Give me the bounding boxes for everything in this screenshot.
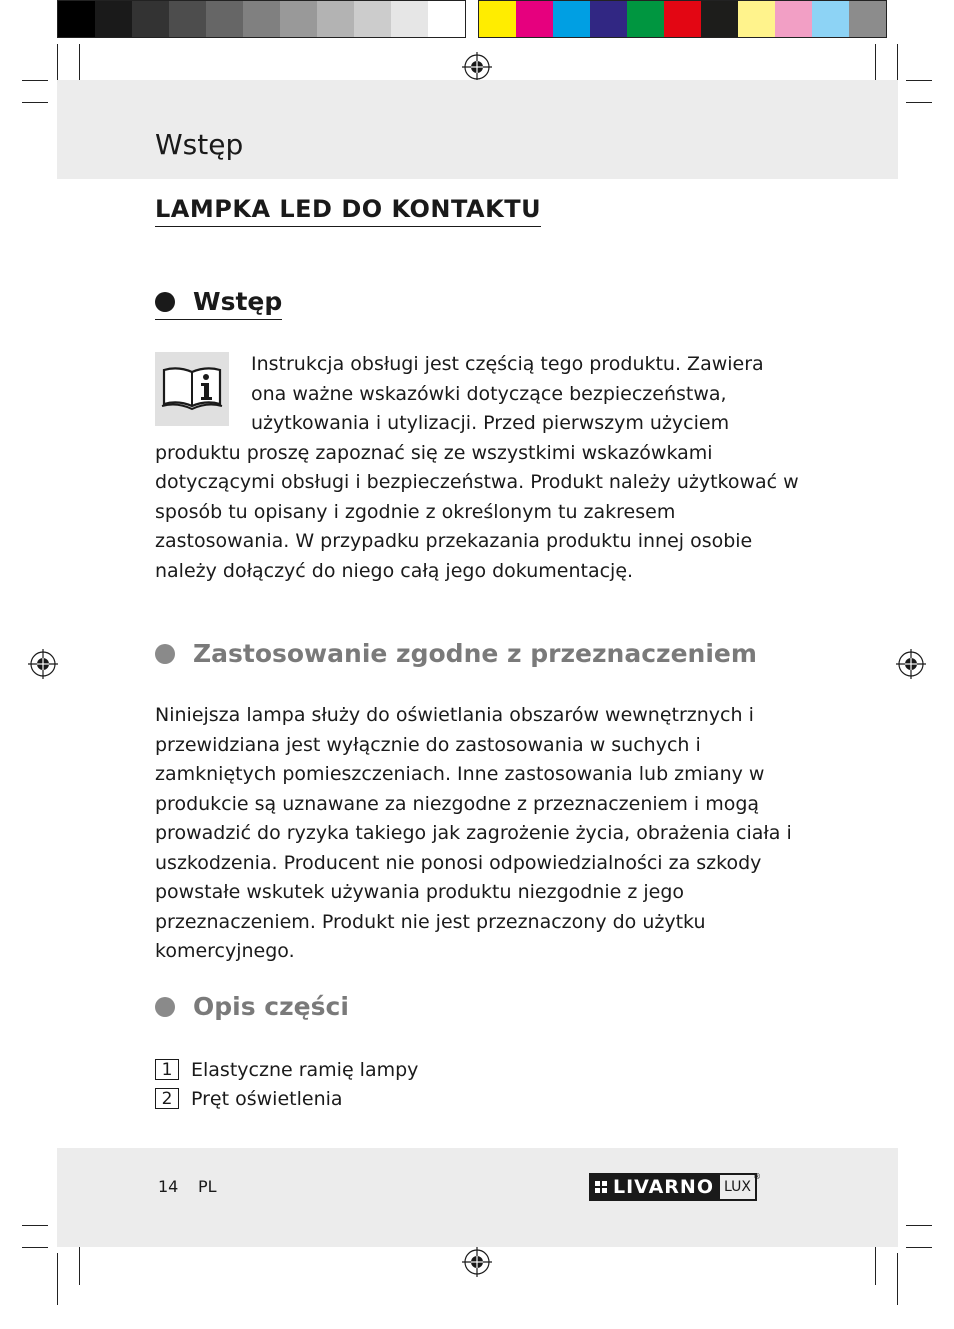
color-swatches [478,0,887,38]
intro-text: Instrukcja obsługi jest częścią tego produktu. Zawiera ona ważne wskazówki dotyczące bezpieczeństwa, użytkowania i utylizacji. Przed pierwszym użyciem produktu proszę zapoznać się ze wszystkimi wskazówkami dotyczącymi obsługi i bezpieczeństwa. Produkt należy użytkować w sposób tu opisany i zgodnie z określonym tu zakresem zastosowania. W przypadku przekazania produktu innej osobie należy dołączyć do niego całą jego dokumentację. [155,353,799,582]
crop-mark [897,1253,898,1305]
registration-mark-icon [28,649,58,679]
color-swatch [354,1,391,37]
language-code: PL [198,1177,217,1196]
color-swatch [590,1,627,37]
header-band [57,80,898,179]
color-swatch [849,1,886,37]
bullet-icon [155,644,175,664]
crop-mark [875,1243,876,1285]
color-swatch [58,1,95,37]
intended-use-text: Niniejsza lampa służy do oświetlania obszarów wewnętrznych i przewidziana jest wyłącznie do zastosowania w suchych i zamkniętych pomieszczeniach. Inne zastosowania lub zmiany w produkcie są uznawane za niezgodne z przeznaczeniem i mogą prowadzić do ryzyka takiego jak zagrożenie życia, obrażenia ciała i uszkodzenia. Producent nie ponosi odpowiedzialności za szkody powstałe wskutek używania produktu niezgodnie z jego przeznaczeniem. Produkt nie jest przeznaczony do użytku komercyjnego. [155,704,792,962]
main-content [155,195,805,1110]
color-swatch [206,1,243,37]
crop-mark [22,102,48,103]
color-swatch [169,1,206,37]
color-swatch [95,1,132,37]
logo-sub [720,1172,761,1201]
color-swatch [701,1,738,37]
section-heading-parts [155,992,349,1021]
part-number: 2 [155,1088,179,1109]
crop-mark [22,1225,48,1226]
crop-mark [57,1253,58,1305]
logo-squares-icon [595,1181,607,1193]
greyscale-swatches [57,0,466,38]
color-swatch [479,1,516,37]
color-calibration-bars [57,0,887,38]
page-number: 14 [158,1177,179,1196]
page-title: Wstęp [155,128,244,161]
section-heading-intended-use [155,639,757,668]
intro-section [155,350,805,586]
color-swatch [627,1,664,37]
list-item [155,1055,418,1084]
logo-main [589,1173,720,1201]
registration-mark-icon [462,52,492,82]
crop-mark [79,1243,80,1285]
logo-sub-text: LUX [723,1179,751,1195]
info-book-icon [155,352,229,426]
section-heading-label: Opis części [193,992,349,1021]
logo-brand-text: LIVARNO [613,1176,714,1198]
part-label: Pręt oświetlenia [191,1087,343,1110]
list-item [155,1084,418,1113]
section-heading-intro [155,287,282,320]
registered-mark: ® [752,1172,761,1181]
crop-mark [906,80,932,81]
brand-logo [589,1172,761,1201]
parts-list [155,1055,418,1113]
color-swatch [280,1,317,37]
color-swatch [812,1,849,37]
crop-mark [906,1247,932,1248]
bullet-icon [155,292,175,312]
color-swatch [775,1,812,37]
color-swatch [132,1,169,37]
color-swatch [516,1,553,37]
section-heading-label: Zastosowanie zgodne z przeznaczeniem [193,639,757,668]
color-swatch [553,1,590,37]
color-swatch [243,1,280,37]
color-swatch [428,1,465,37]
registration-mark-icon [462,1247,492,1277]
color-swatch [391,1,428,37]
color-swatch [664,1,701,37]
footer-band [57,1148,898,1247]
product-title: LAMPKA LED DO KONTAKTU [155,195,541,227]
crop-mark [22,80,48,81]
bullet-icon [155,997,175,1017]
registration-mark-icon [896,649,926,679]
crop-mark [906,102,932,103]
crop-mark [22,1247,48,1248]
crop-mark [906,1225,932,1226]
section-heading-label: Wstęp [193,287,283,316]
color-swatch [738,1,775,37]
part-label: Elastyczne ramię lampy [191,1058,419,1081]
part-number: 1 [155,1059,179,1080]
color-swatch [317,1,354,37]
